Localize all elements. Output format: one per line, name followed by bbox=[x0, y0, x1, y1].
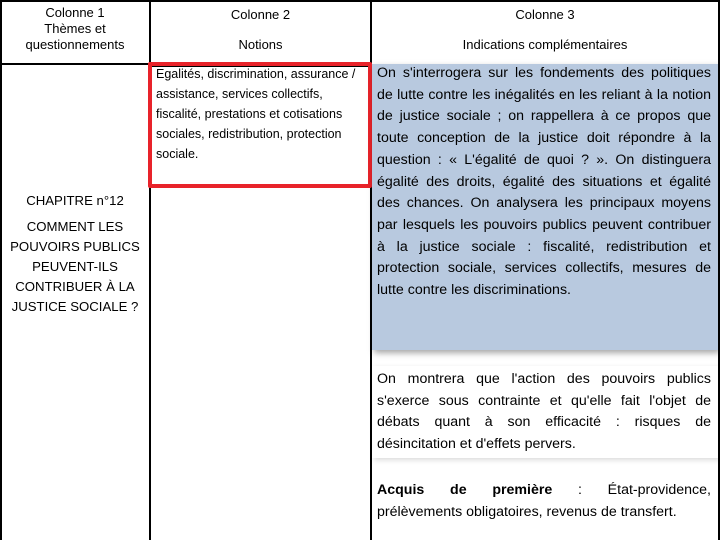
chapter-number: CHAPITRE n°12 bbox=[26, 193, 124, 208]
header-divider-col1 bbox=[0, 63, 150, 65]
header-col1-title: Colonne 1 bbox=[45, 5, 105, 20]
acquis-paragraph bbox=[377, 480, 711, 523]
notions-text: Egalités, discrimination, assurance / assistance, services collectifs, fiscalité, prestations et cotisations sociales, redistribution, protection sociale. bbox=[156, 67, 356, 161]
header-col2-subtitle: Notions bbox=[238, 37, 283, 52]
header-column-1 bbox=[2, 5, 148, 53]
indications-paragraph-2: On montrera que l'action des pouvoirs publics s'exerce sous contrainte et qu'elle fait l'objet de débats quant à son efficacité : risques de désincitation et d'effets pervers. bbox=[377, 371, 711, 453]
header-col1-subtitle: Thèmes et questionnements bbox=[25, 21, 125, 52]
indications-paragraph-1: On s'interrogera sur les fondements des politiques de lutte contre les inégalités en les reliant à la notion de justice sociale ; on rappellera à ce propos que toute conception de la justice doit répondre à la question : « L'égalité de quoi ? ». On distinguera égalité des droits, égalité des situations et égalité des chances. On analysera les principaux moyens par lesquels les pouvoirs publics peuvent contribuer à la justice sociale : fiscalité, redistribution et protection sociale, services collectifs, mesures de lutte contre les discriminations. bbox=[377, 65, 711, 299]
table-border-top bbox=[0, 0, 720, 2]
chapter-block bbox=[4, 191, 146, 317]
acquis-text: : État-providence, prélèvements obligatoires, revenus de transfert. bbox=[377, 482, 711, 520]
table-border-left bbox=[0, 0, 2, 540]
header-col3-subtitle: Indications complémentaires bbox=[462, 37, 628, 52]
header-column-3 bbox=[372, 7, 718, 53]
header-col3-title: Colonne 3 bbox=[515, 7, 575, 22]
header-col2-title: Colonne 2 bbox=[230, 7, 291, 22]
chapter-question: COMMENT LES POUVOIRS PUBLICS PEUVENT-ILS CONTRIBUER À LA JUSTICE SOCIALE ? bbox=[10, 219, 140, 314]
header-column-2 bbox=[151, 7, 370, 53]
acquis-label: Acquis de première bbox=[377, 482, 553, 498]
